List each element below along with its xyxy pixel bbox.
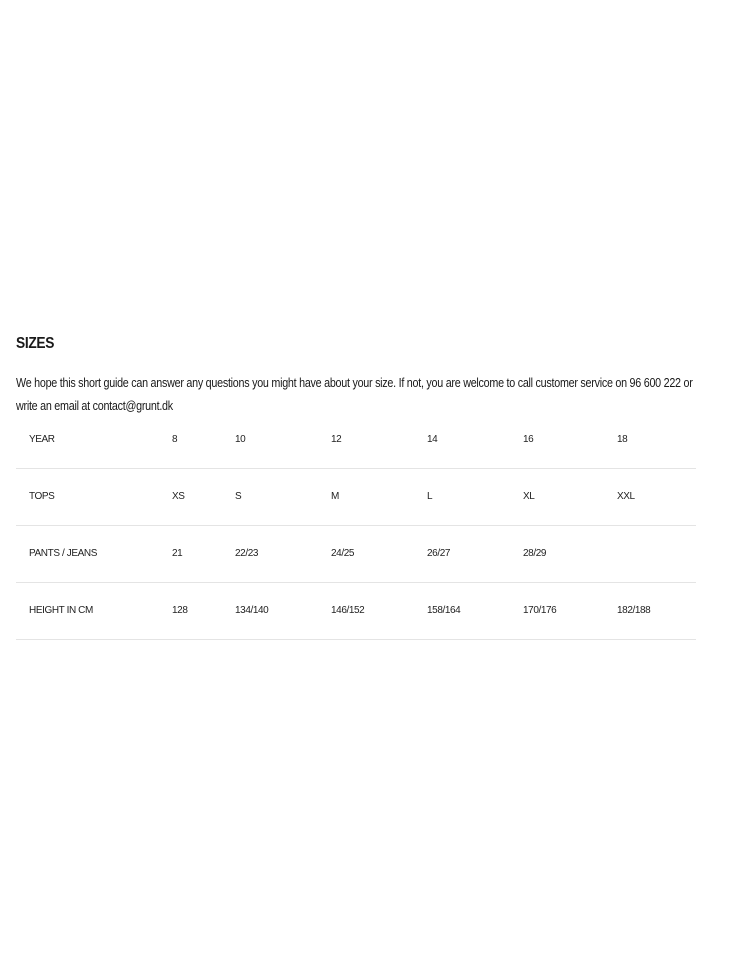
table-cell: 134/140 [235, 582, 331, 639]
table-row-height [16, 582, 696, 639]
table-cell: L [427, 468, 523, 525]
row-label: HEIGHT IN CM [16, 582, 172, 639]
table-cell: S [235, 468, 331, 525]
table-cell: 14 [427, 425, 523, 468]
table-cell: 24/25 [331, 525, 427, 582]
table-row-pants-jeans [16, 525, 696, 582]
table-cell: 16 [523, 425, 617, 468]
table-cell: 26/27 [427, 525, 523, 582]
table-cell: 28/29 [523, 525, 617, 582]
table-cell [617, 525, 696, 582]
size-guide-title: SIZES [16, 335, 55, 352]
size-table [16, 425, 696, 640]
table-cell: 12 [331, 425, 427, 468]
table-cell: 8 [172, 425, 235, 468]
table-row-year [16, 425, 696, 468]
table-cell: M [331, 468, 427, 525]
table-cell: 18 [617, 425, 696, 468]
table-cell: XXL [617, 468, 696, 525]
row-label: PANTS / JEANS [16, 525, 172, 582]
table-cell: 146/152 [331, 582, 427, 639]
table-cell: XL [523, 468, 617, 525]
table-cell: 10 [235, 425, 331, 468]
row-label: YEAR [16, 425, 172, 468]
row-label: TOPS [16, 468, 172, 525]
table-cell: 158/164 [427, 582, 523, 639]
table-cell: 128 [172, 582, 235, 639]
table-cell: 170/176 [523, 582, 617, 639]
size-guide [16, 332, 696, 640]
table-cell: 22/23 [235, 525, 331, 582]
table-cell: 21 [172, 525, 235, 582]
table-cell: XS [172, 468, 235, 525]
size-guide-intro: We hope this short guide can answer any questions you might have about your size. If not, you are welcome to call customer service on 96 600 222 or write an email at contact@grunt.dk [16, 376, 693, 413]
table-row-tops [16, 468, 696, 525]
table-cell: 182/188 [617, 582, 696, 639]
